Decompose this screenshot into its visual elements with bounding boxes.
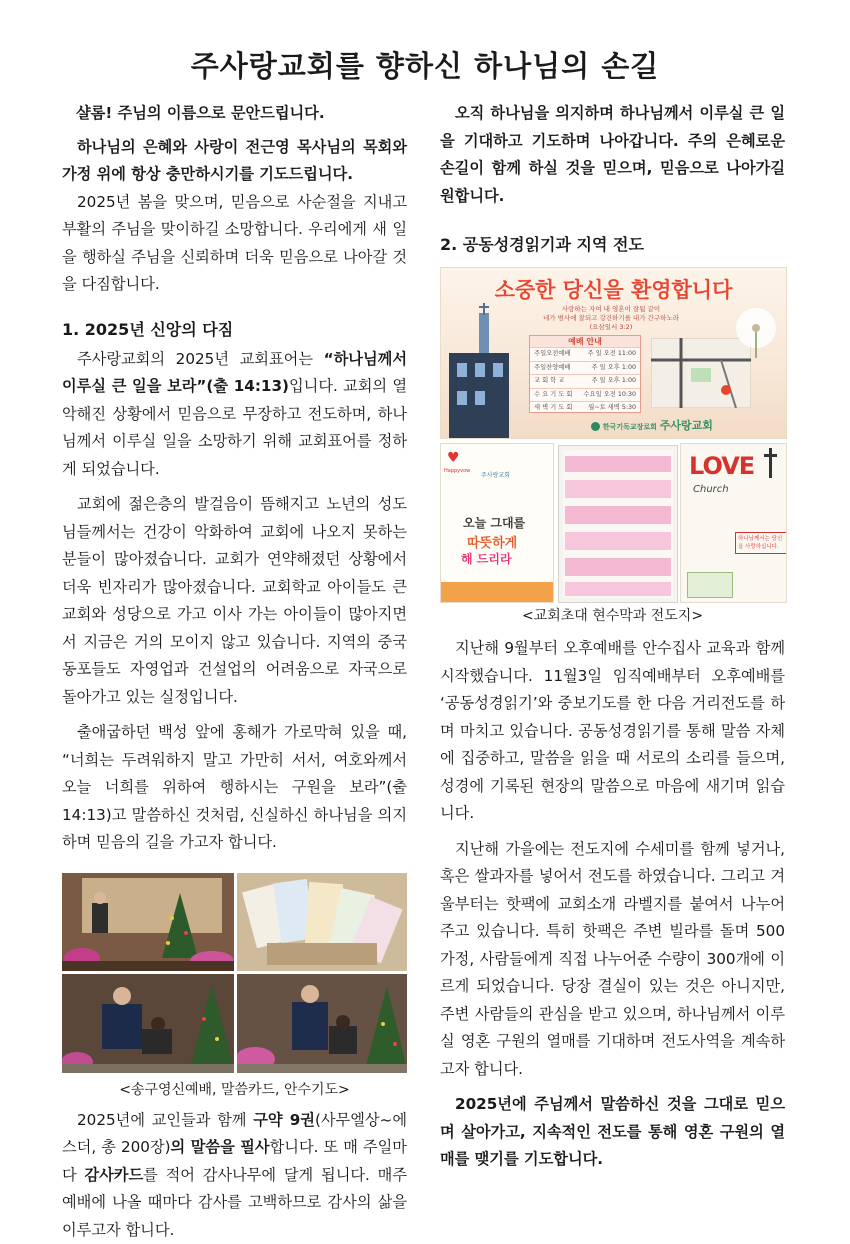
flyer-green-box [687,572,733,598]
banner-title: 소중한 당신을 환영합니다 [441,274,786,304]
laying-on-hands-photo-2 [237,974,407,1073]
love-title: LOVE [689,452,754,480]
worship-row-time: 주 일 오전 11:00 [588,348,636,361]
church-logo-icon [591,422,600,431]
banner-church-name: 주사랑교회 [660,419,713,432]
section2-heading: 2. 공동성경읽기과 지역 전도 [440,232,785,255]
worship-row-time: 수요일 오전 10:30 [583,389,636,402]
church-subtitle: Church [693,484,729,495]
flyer-headline-3: 해 드리라 [461,550,512,567]
hand-warmer-pack [558,445,678,603]
worship-row-name: 주일오전예배 [534,348,571,361]
transcription-paragraph: 2025년에 교인들과 함께 구약 9권(사무엘상~에스더, 총 200장)의 말씀을 필사합니다. 또 매 주일마다 감사카드를 적어 감사나무에 달게 됩니다. 매주 예배에 나올 때마다 감사를 고백하므로 감사의 삶을 이루고자 합니다. [62,1107,407,1244]
worship-row-time: 주 일 오후 1:00 [592,375,636,388]
worship-row [530,401,640,415]
flyer-card [440,443,554,603]
laying-on-hands-photo-1 [62,974,234,1073]
worship-row [530,347,640,361]
exodus-paragraph: 출애굽하던 백성 앞에 홍해가 가로막혀 있을 때, “너희는 두려워하지 말고 가만히 서서, 여호와께서 오늘 너희를 위하여 행하시는 구원을 보라”(출 14:13)고 말씀하신 것처럼, 신실하신 하나님을 의지하며 믿음의 길을 가고자 합니다. [62,719,407,857]
flyer-color-strip [441,582,553,602]
worship-row-name: 새 벽 기 도 회 [534,402,572,415]
banner-verse-1: 사랑하는 자여 내 영혼이 잘됨 같이 [511,304,711,313]
flyer-caption: <교회초대 현수막과 전도지> [440,605,785,625]
happyvow-label: Happyvow [444,468,470,474]
flyer-headline-2: 따뜻하게 [467,532,517,551]
heart-icon: ♥ [447,450,460,466]
bible-reading-paragraph: 지난해 9월부터 오후예배를 안수집사 교육과 함께 시작했습니다. 11월3일 임직예배부터 오후예배를 ‘공동성경읽기’와 중보기도를 한 다음 거리전도를 하며 마치고 있습니다. 공동성경읽기를 통해 말씀 자체에 집중하고, 말씀을 읽을 때 서로의 소리를 들으며, 성경에 기록된 현장의 말씀으로 마음에 새기며 읽습니다. [440,635,785,828]
worship-schedule [529,335,641,413]
closing-prayer: 2025년에 주님께서 말씀하신 것을 그대로 믿으며 살아가고, 지속적인 전도를 통해 영혼 구원의 열매를 맺기를 기도합니다. [440,1091,785,1174]
worship-rows [530,347,640,415]
worship-row-name: 주일찬양예배 [534,362,571,375]
flyer-side-note: 하나님께서는 당신을 사랑하십니다. [735,532,787,554]
photo-caption: <송구영신예배, 말씀카드, 안수기도> [62,1079,407,1099]
motto-paragraph: 주사랑교회의 2025년 교회표어는 “하나님께서 이루실 큰 일을 보라”(출 14:13)입니다. 교회의 열악해진 상황에서 믿음으로 무장하고 전도하며, 하나님께서 이루실 일을 소망하기 위해 교회표어를 정하게 되었습니다. [62,346,407,484]
faith-paragraph: 오직 하나님을 의지하며 하나님께서 이루실 큰 일을 기대하고 기도하며 나아갑니다. 주의 은혜로운 손길이 함께 하실 것을 믿으며, 믿음으로 나아가길 원합니다. [440,100,785,210]
intro-paragraph: 2025년 봄을 맞으며, 믿음으로 사순절을 지내고 부활의 주님을 맞이하길 소망합니다. 우리에게 새 일을 행하실 주님을 신뢰하며 더욱 믿음으로 나아갈 것을 다짐합니다. [62,189,407,299]
right-column [440,100,785,1174]
worship-row-time: 월~토 새벽 5:30 [588,402,636,415]
word-cards-photo [237,873,407,971]
worship-row-name: 수 요 기 도 회 [534,389,572,402]
worship-row-time: 주 일 오후 1:00 [592,362,636,375]
worship-photo-collage [62,873,407,1073]
worship-title: 예배 안내 [530,336,640,347]
page-title: 주사랑교회를 향하신 하나님의 손길 [0,44,850,85]
evangelism-flyers [440,443,785,603]
love-church-flyer [680,443,787,603]
flyer-headline-1: 오늘 그대를 [463,514,525,531]
dandelion-graphic [726,298,786,358]
denomination-name: 한국기독교장로회 [603,423,657,431]
church-logo-bar [591,417,781,433]
left-column [62,100,407,1244]
worship-row [530,374,640,388]
banner-verse-2: 네가 범사에 잘되고 강건하기를 내가 간구하노라 [511,313,711,322]
church-motto: “하나님께서 이루실 큰 일을 보라”(출 14:13) [62,350,407,396]
church-building-graphic [441,303,511,438]
flyer-church-small: 주사랑교회 [481,470,510,479]
worship-row-name: 교 회 학 교 [534,375,564,388]
worship-row [530,361,640,375]
worship-row [530,388,640,402]
evangelism-paragraph: 지난해 가을에는 전도지에 수세미를 함께 넣거나, 혹은 쌀과자를 넣어서 전도를 하였습니다. 그리고 겨울부터는 핫팩에 교회소개 라벨지를 붙여서 나누어주고 있습니다. 특히 핫팩은 주변 빌라를 돌며 500가정, 사람들에게 직접 나누어준 수량이 300개에 이르게 되었습니다. 당장 결실이 있는 것은 아니지만, 주변 사람들의 관심을 받고 있으며, 하나님께서 이루실 영혼 구원의 열매를 기대하며 전도사역을 계속하고자 합니다. [440,836,785,1084]
prayer-paragraph: 하나님의 은혜와 사랑이 전근영 목사님의 목회와 가정 위에 항상 충만하시기를 기도드립니다. [62,134,407,189]
section1-heading: 1. 2025년 신앙의 다짐 [62,317,407,340]
welcome-banner [440,267,787,439]
new-year-service-photo [62,873,234,971]
cross-tower-graphic [761,448,781,478]
banner-verse-ref: (요삼일서 3:2) [511,322,711,331]
greeting: 샬롬! 주님의 이름으로 문안드립니다. [76,100,407,128]
situation-paragraph: 교회에 젊은층의 발걸음이 뜸해지고 노년의 성도님들께서는 건강이 악화하여 교회에 나오지 못하는 분들이 많아졌습니다. 교회가 연약해졌던 상황에서 더욱 빈자리가 많아졌습니다. 교회학교 아이들도 큰 교회와 성당으로 가고 이사 가는 아이들이 많아지면서 지금은 거의 모이지 않고 있습니다. 지역의 중국동포들도 자영업과 건설업의 어려움으로 자국으로 돌아가고 있는 실정입니다. [62,491,407,711]
